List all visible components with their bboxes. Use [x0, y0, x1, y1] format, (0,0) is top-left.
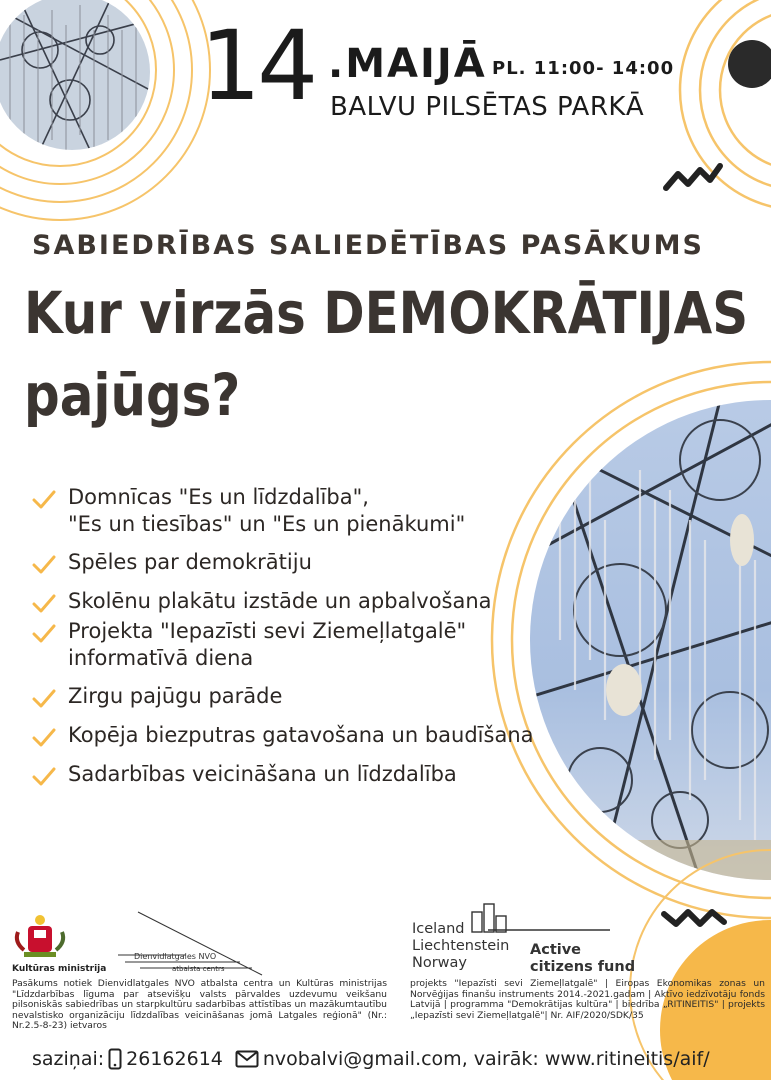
check-icon: [32, 728, 56, 748]
fund-label-line2: citizens fund: [530, 958, 636, 975]
program-item-text: Kopēja biezputras gatavošana un baudīšana: [68, 723, 534, 747]
contact-email-website[interactable]: nvobalvi@gmail.com, vairāk: www.ritineitis/aif/: [262, 1048, 710, 1070]
active-citizens-fund-label: [530, 942, 635, 976]
event-title-line1: Kur virzās DEMOKRĀTIJAS: [24, 279, 749, 347]
event-title-line2: pajūgs?: [24, 361, 241, 429]
contact-label: saziņai:: [32, 1048, 105, 1070]
ministry-logo-label: Kultūras ministrija: [12, 964, 107, 974]
contact-phone[interactable]: 26162614: [126, 1048, 223, 1070]
program-item: [32, 549, 552, 576]
program-item-text: Projekta "Iepazīsti sevi Ziemeļlatgalē": [68, 619, 467, 643]
program-item-text: Domnīcas "Es un līdzdalība",: [68, 485, 369, 509]
phone-icon: [108, 1048, 122, 1070]
nvo-logo-label-line1: Dienvidlatgales NVO: [134, 952, 217, 961]
program-item-text: Spēles par demokrātiju: [68, 550, 312, 574]
check-icon: [32, 490, 56, 510]
footer-project-text: projekts "Iepazīsti sevi Ziemeļlatgalē" | Eiropas Ekonomikas zonas un Norvēģijas finanšu instruments 2014.-2021.gadam | Aktīvo iedzīvotāju fonds Latvijā | programma "Demokrātijas kultūra" | biedrība „RITINEITIS" | projekts „Iepazīsti sevi Ziemeļlatgalē"| Nr. AIF/2020/SDK/35: [410, 978, 765, 1021]
nvo-logo-label-line2: atbalsta centrs: [172, 965, 225, 973]
program-item-text: "Es un tiesības" un "Es un pienākumi": [68, 512, 466, 536]
program-item-text: informatīvā diena: [68, 646, 254, 670]
main-photo-circle: [520, 390, 771, 900]
event-kicker: SABIEDRĪBAS SALIEDĒTĪBAS PASĀKUMS: [32, 230, 704, 261]
event-month: .MAIJĀ: [328, 41, 487, 87]
eea-grants-countries: [412, 921, 509, 971]
event-day: 14: [200, 10, 315, 122]
country-liechtenstein: Liechtenstein: [412, 937, 510, 954]
check-icon: [32, 689, 56, 709]
program-item: [32, 761, 552, 788]
check-icon: [32, 624, 56, 644]
program-item: [32, 683, 552, 710]
country-norway: Norway: [412, 954, 468, 971]
mail-icon: [235, 1050, 259, 1068]
country-iceland: Iceland: [412, 921, 465, 937]
program-item: [32, 484, 552, 538]
program-item-text: Sadarbības veicināšana un līdzdalība: [68, 762, 457, 786]
program-item-text: Zirgu pajūgu parāde: [68, 684, 283, 708]
check-icon: [32, 594, 56, 614]
check-icon: [32, 555, 56, 575]
coat-of-arms-icon: [17, 915, 63, 957]
contact-line: [32, 1048, 710, 1070]
footer-ministry-text: Pasākums notiek Dienvidlatgales NVO atbalsta centra un Kultūras ministrijas "Līdzdarbības līguma par atsevišķu valsts pārvaldes uzdevumu veikšanu pilsoniskās sabiedrības un starpkultūru sadarbības attīstības un mazākumtautību nevalstisko organizāciju līdzdalības veicināšanas jomā Latgales reģionā" (Nr.: Nr.2.5-8-23) ietvaros: [12, 978, 387, 1032]
top-photo-circle: [0, 0, 160, 160]
program-list: [32, 484, 552, 788]
fund-label-line1: Active: [530, 942, 582, 958]
check-icon: [32, 767, 56, 787]
program-item-text: Skolēnu plakātu izstāde un apbalvošana: [68, 589, 492, 613]
event-time: PL. 11:00- 14:00: [492, 58, 675, 79]
program-item: [32, 588, 552, 615]
program-item: [32, 618, 552, 672]
event-place: BALVU PILSĒTAS PARKĀ: [330, 92, 645, 122]
program-item: [32, 722, 552, 749]
